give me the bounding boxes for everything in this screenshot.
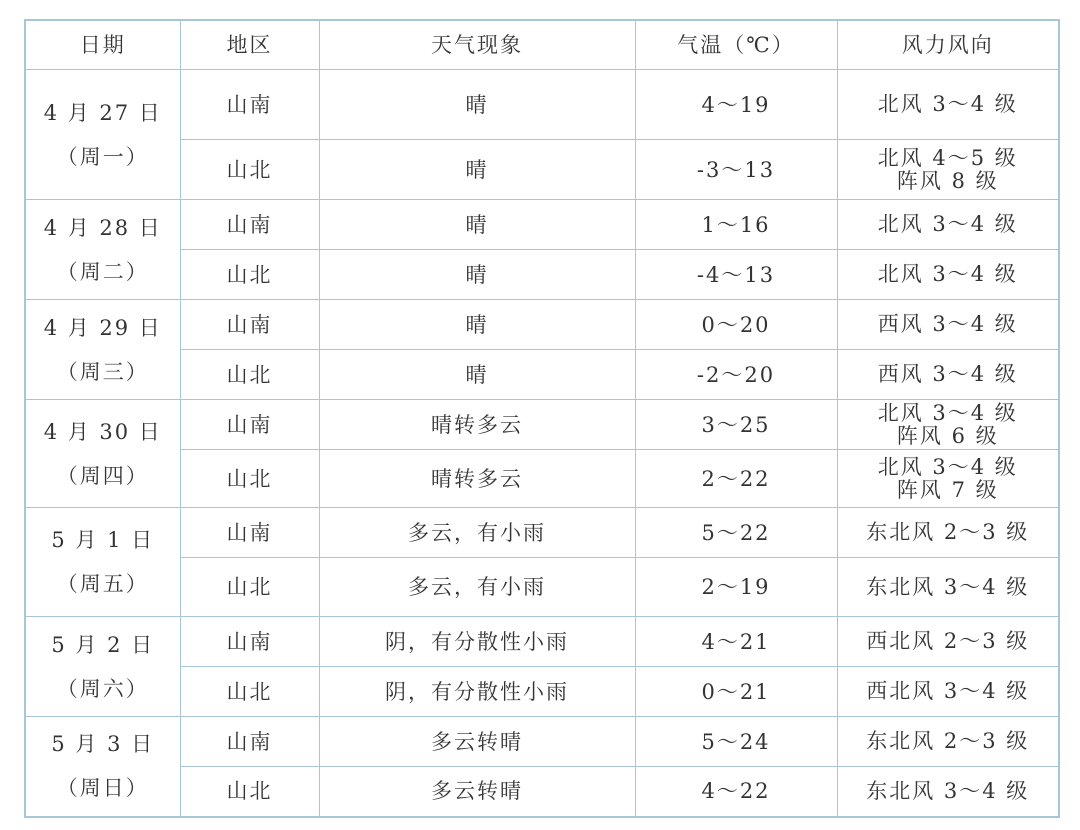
weather-cell: 多云转晴 [319, 717, 635, 767]
region-cell: 山北 [180, 450, 319, 508]
table-row [25, 717, 1059, 767]
region-cell: 山南 [180, 300, 319, 350]
wind-cell [837, 70, 1059, 140]
wind-text: 北风 3～4 级 [877, 454, 1018, 479]
table-row [25, 250, 1059, 300]
table-row [25, 558, 1059, 617]
wind-text: 东北风 2～3 级 [866, 729, 1030, 753]
table-row [25, 200, 1059, 250]
wind-cell [837, 558, 1059, 617]
date-cell [25, 508, 180, 617]
date-label: 4 月 27 日 [43, 100, 162, 125]
wind-text: 西风 3～4 级 [877, 362, 1018, 386]
date-label: 4 月 29 日 [43, 315, 162, 340]
wind-text: 西北风 2～3 级 [866, 629, 1030, 653]
wind-text: 北风 3～4 级 [877, 262, 1018, 286]
weather-cell: 晴 [319, 300, 635, 350]
region-cell: 山南 [180, 400, 319, 450]
weekday-label: （周日） [56, 776, 149, 801]
wind-cell [837, 717, 1059, 767]
table-row [25, 450, 1059, 508]
wind-text: 东北风 3～4 级 [866, 778, 1030, 803]
date-label: 5 月 3 日 [51, 732, 155, 757]
region-cell: 山北 [180, 250, 319, 300]
region-cell: 山南 [180, 70, 319, 140]
header-wind: 风力风向 [837, 20, 1059, 70]
temperature-cell: 0～21 [635, 667, 837, 717]
date-cell [25, 617, 180, 717]
header-date: 日期 [25, 20, 180, 70]
region-cell: 山北 [180, 558, 319, 617]
temperature-cell: -3～13 [635, 140, 837, 200]
weather-cell: 晴 [319, 200, 635, 250]
wind-cell [837, 250, 1059, 300]
weather-cell: 晴 [319, 250, 635, 300]
table-row [25, 350, 1059, 400]
weather-cell: 晴转多云 [319, 400, 635, 450]
date-label: 4 月 30 日 [43, 419, 162, 444]
wind-text: 西北风 3～4 级 [866, 679, 1030, 703]
date-label: 5 月 2 日 [51, 632, 155, 657]
table-row [25, 400, 1059, 450]
table-row [25, 767, 1059, 817]
wind-cell [837, 450, 1059, 508]
wind-cell [837, 350, 1059, 400]
wind-text: 阵风 7 级 [896, 477, 999, 502]
wind-cell [837, 200, 1059, 250]
weather-cell: 多云，有小雨 [319, 558, 635, 617]
wind-cell [837, 767, 1059, 817]
date-cell [25, 300, 180, 400]
wind-cell [837, 140, 1059, 200]
table-body [25, 70, 1059, 817]
weather-cell: 晴 [319, 140, 635, 200]
weather-cell: 多云转晴 [319, 767, 635, 817]
table-row [25, 300, 1059, 350]
weekday-label: （周六） [56, 676, 149, 701]
wind-text: 北风 4～5 级 [877, 145, 1018, 170]
weekday-label: （周三） [56, 359, 149, 384]
wind-text: 西风 3～4 级 [877, 312, 1018, 336]
weather-cell: 多云，有小雨 [319, 508, 635, 558]
temperature-cell: 2～19 [635, 558, 837, 617]
weather-cell: 晴 [319, 350, 635, 400]
wind-text: 北风 3～4 级 [877, 92, 1018, 116]
weekday-label: （周四） [56, 463, 149, 488]
date-cell [25, 400, 180, 508]
wind-cell [837, 508, 1059, 558]
region-cell: 山南 [180, 617, 319, 667]
wind-text: 北风 3～4 级 [877, 400, 1018, 425]
temperature-cell: -4～13 [635, 250, 837, 300]
wind-cell [837, 617, 1059, 667]
weather-cell: 晴 [319, 70, 635, 140]
temperature-cell: -2～20 [635, 350, 837, 400]
wind-text: 阵风 6 级 [896, 423, 999, 448]
wind-cell [837, 667, 1059, 717]
wind-text: 东北风 2～3 级 [866, 520, 1030, 544]
weather-cell: 阴，有分散性小雨 [319, 617, 635, 667]
wind-text: 东北风 3～4 级 [866, 574, 1030, 599]
header-temperature: 气温（℃） [635, 20, 837, 70]
temperature-cell: 1～16 [635, 200, 837, 250]
region-cell: 山南 [180, 200, 319, 250]
wind-cell [837, 300, 1059, 350]
temperature-cell: 4～21 [635, 617, 837, 667]
date-cell [25, 200, 180, 300]
date-cell [25, 70, 180, 200]
weekday-label: （周一） [56, 144, 149, 169]
date-cell [25, 717, 180, 817]
wind-text: 阵风 8 级 [896, 168, 999, 193]
region-cell: 山北 [180, 350, 319, 400]
header-weather: 天气现象 [319, 20, 635, 70]
table-row [25, 667, 1059, 717]
table-header-row [25, 20, 1059, 70]
header-region: 地区 [180, 20, 319, 70]
weather-cell: 阴，有分散性小雨 [319, 667, 635, 717]
region-cell: 山南 [180, 508, 319, 558]
weather-forecast-table [24, 19, 1060, 818]
region-cell: 山北 [180, 140, 319, 200]
temperature-cell: 0～20 [635, 300, 837, 350]
region-cell: 山南 [180, 717, 319, 767]
date-label: 5 月 1 日 [51, 528, 155, 552]
region-cell: 山北 [180, 767, 319, 817]
date-label: 4 月 28 日 [43, 215, 162, 240]
wind-text: 北风 3～4 级 [877, 212, 1018, 236]
table-row [25, 617, 1059, 667]
table-row [25, 70, 1059, 140]
weekday-label: （周五） [56, 572, 149, 596]
weekday-label: （周二） [56, 259, 149, 284]
table-row [25, 508, 1059, 558]
temperature-cell: 3～25 [635, 400, 837, 450]
temperature-cell: 4～19 [635, 70, 837, 140]
temperature-cell: 5～22 [635, 508, 837, 558]
temperature-cell: 2～22 [635, 450, 837, 508]
wind-cell [837, 400, 1059, 450]
temperature-cell: 4～22 [635, 767, 837, 817]
temperature-cell: 5～24 [635, 717, 837, 767]
table-row [25, 140, 1059, 200]
weather-cell: 晴转多云 [319, 450, 635, 508]
region-cell: 山北 [180, 667, 319, 717]
